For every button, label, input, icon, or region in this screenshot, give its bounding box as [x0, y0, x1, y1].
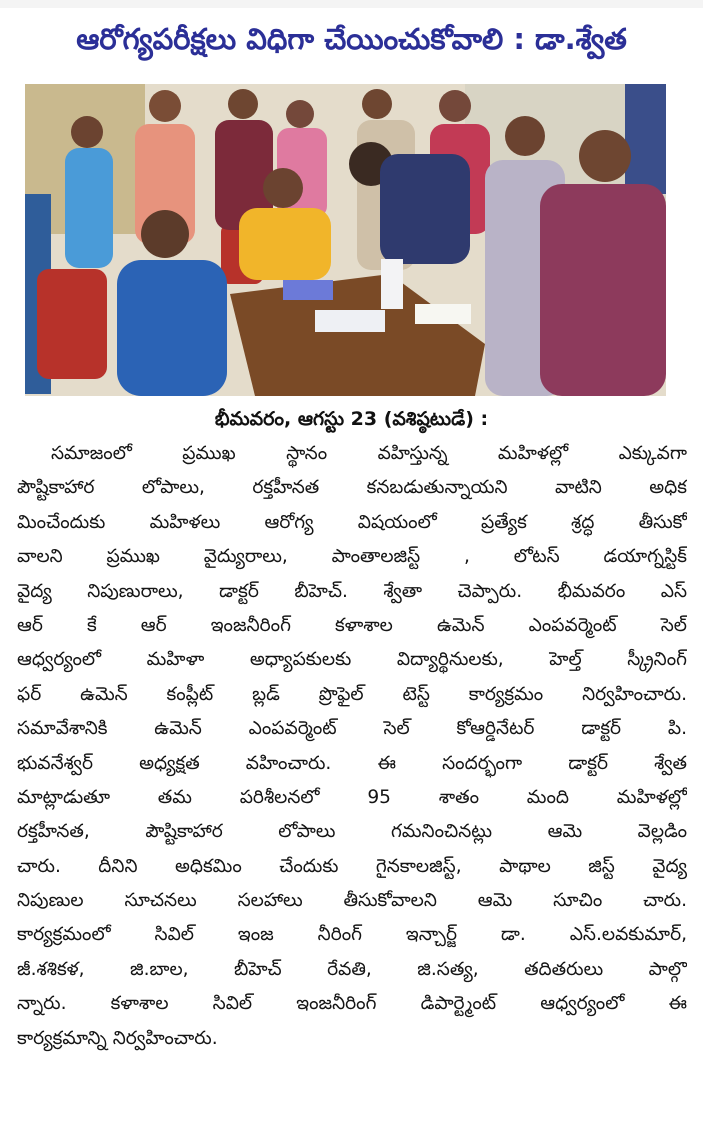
- article-line: కార్యక్రమాన్ని నిర్వహించారు.: [17, 1027, 218, 1049]
- article-line: ఫర్ ఉమెన్ కంప్లీట్ బ్లడ్ ప్రొఫైల్ టెస్ట్ కార్యక్రమం నిర్వహించారు.: [17, 683, 687, 705]
- article-line: మించేందుకు మహిళలు ఆరోగ్య విషయంలో ప్రత్యేక శ్రద్ధ తీసుకో: [17, 511, 687, 533]
- article-line: భువనేశ్వర్ అధ్యక్షత వహించారు. ఈ సందర్భంగా డాక్టర్ శ్వేత: [17, 752, 687, 774]
- article-line: వాలని ప్రముఖ వైద్యురాలు, పాంతాలజిస్ట్ , లోటస్ డయాగ్నస్టిక్: [17, 546, 687, 568]
- photo-of-health-screening-camp-icon: [25, 84, 666, 396]
- dateline: భీమవరం, ఆగస్టు 23 (వశిష్ఠటుడే) :: [214, 408, 489, 430]
- article-line: రక్తహీనత, పౌష్టికాహార లోపాలు గమనించినట్లు ఆమె వెల్లడిం: [17, 821, 687, 843]
- article-line: చారు. దీనిని అధికమిం చేందుకు గైనకాలజిస్ట్, పాథాల జిస్ట్ వైద్య: [17, 855, 687, 877]
- article-line: కార్యక్రమంలో సివిల్ ఇంజ నీరింగ్ ఇన్చార్జ్ డా. ఎస్.లవకుమార్,: [17, 924, 687, 946]
- article-line: నిపుణుల సూచనలు సలహాలు తీసుకోవాలని ఆమె సూచిం చారు.: [17, 890, 687, 912]
- headline: ఆరోగ్యపరీక్షలు విధిగా చేయించుకోవాలి : డా.శ్వేత: [76, 22, 627, 56]
- previous-article-edge: [0, 0, 703, 8]
- article-line: ఆధ్వర్యంలో మహిళా అధ్యాపకులకు విద్యార్థినులకు, హెల్త్ స్క్రీనింగ్: [17, 649, 687, 671]
- article-line: జీ.శశికళ, జి.బాల, బీహెచ్ రేవతి, జి.సత్య, తదితరులు పాల్గొ: [17, 958, 687, 980]
- news-photo: [25, 84, 666, 396]
- article-line: సమాజంలో ప్రముఖ స్థానం వహిస్తున్న మహిళల్లో ఎక్కువగా: [51, 443, 687, 464]
- article-line: వైద్య నిపుణురాలు, డాక్టర్ బీహెచ్. శ్వేతా చెప్పారు. భీమవరం ఎస్: [17, 580, 687, 602]
- article-body: [17, 437, 687, 1056]
- article-line: పౌష్టికాహార లోపాలు, రక్తహీనత కనబడుతున్నాయని వాటిని అధిక: [17, 477, 687, 499]
- article-line: న్నారు. కళాశాల సివిల్ ఇంజనీరింగ్ డిపార్ట్మెంట్ ఆధ్వర్యంలో ఈ: [17, 993, 687, 1015]
- article-line: ఆర్ కే ఆర్ ఇంజనీరింగ్ కళాశాల ఉమెన్ ఎంపవర్మెంట్ సెల్: [17, 614, 687, 636]
- article-line: మాట్లాడుతూ తమ పరిశీలనలో 95 శాతం మంది మహిళల్లో: [17, 786, 687, 808]
- article-line: సమావేశానికి ఉమెన్ ఎంపవర్మెంట్ సెల్ కోఆర్డినేటర్ డాక్టర్ పి.: [17, 718, 687, 740]
